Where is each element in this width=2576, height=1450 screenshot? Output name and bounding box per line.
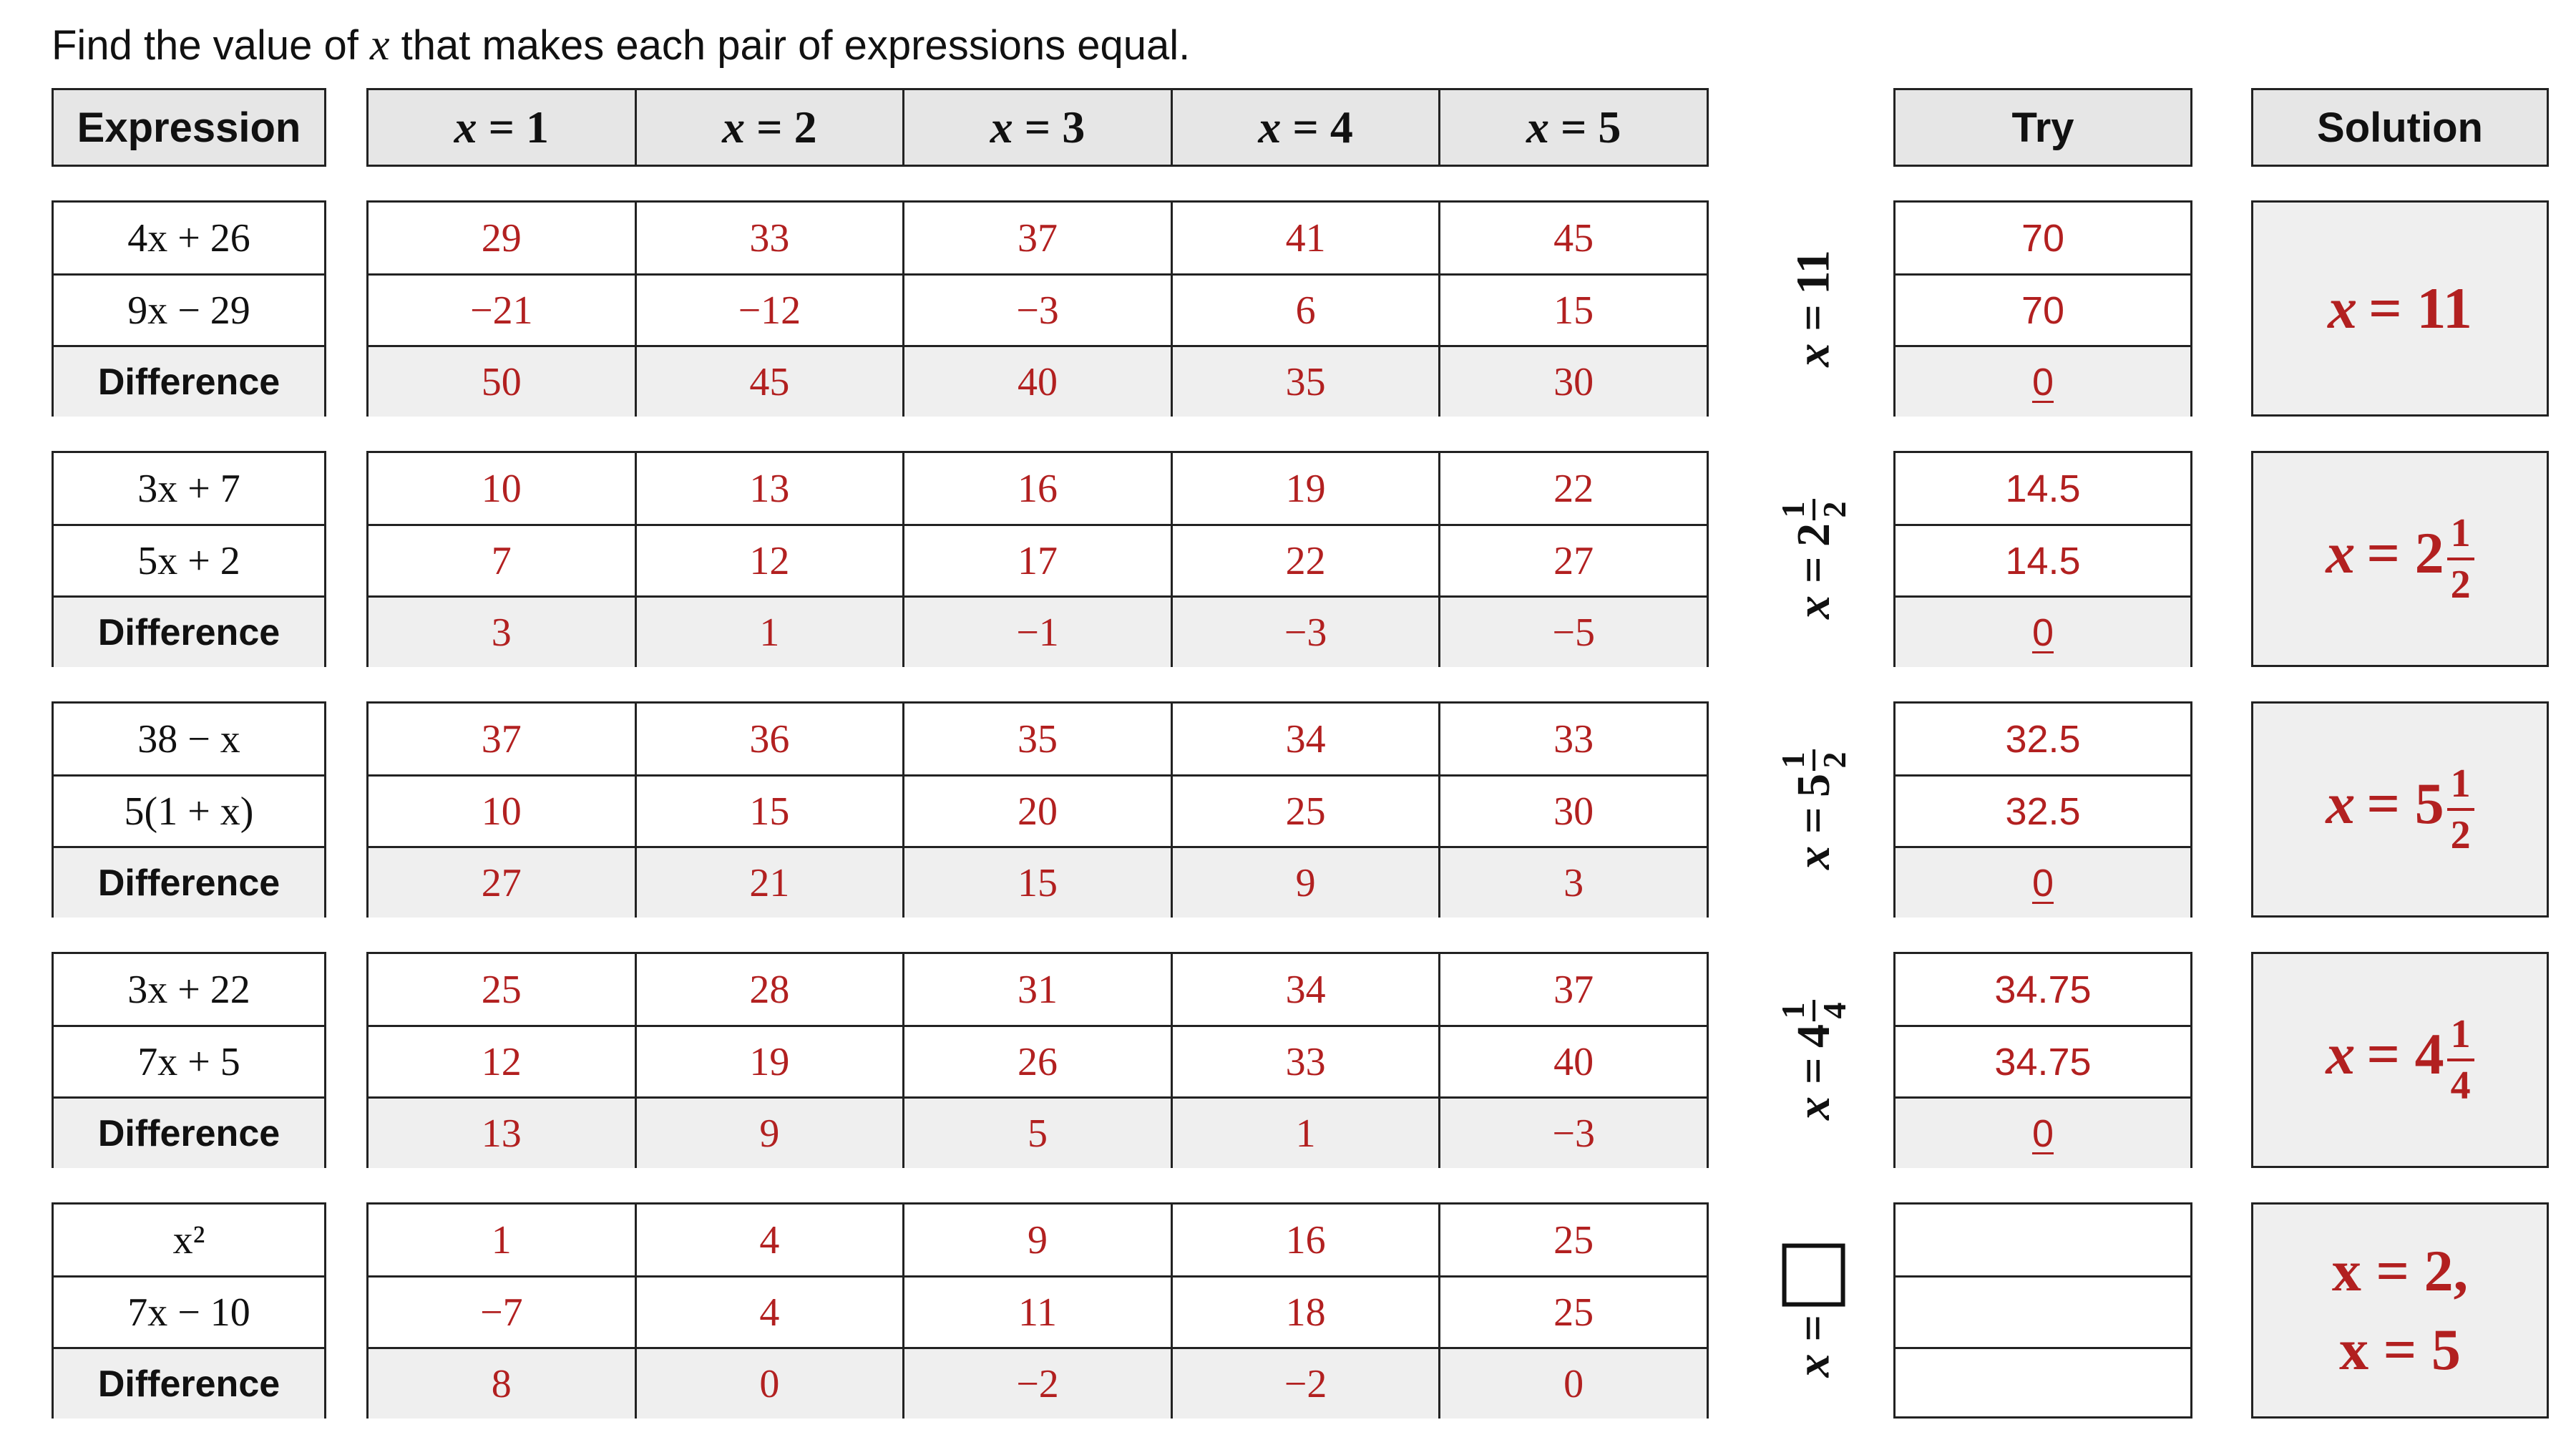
value-cell: 25 <box>1438 1205 1707 1275</box>
try-block <box>1893 1202 2192 1419</box>
try-row <box>1896 453 2190 524</box>
try-row <box>1896 1347 2190 1419</box>
value-cell: 15 <box>635 777 903 846</box>
value-cell: 28 <box>635 954 903 1025</box>
difference-cell: 1 <box>1171 1099 1439 1168</box>
table-row <box>369 1275 1707 1347</box>
answer-box-icon <box>1782 1243 1845 1306</box>
answer-prefix: x = <box>1787 1057 1840 1121</box>
table-row <box>369 954 1707 1025</box>
solution-block <box>2251 1202 2549 1419</box>
values-block <box>366 451 1709 667</box>
difference-cell: 1 <box>635 598 903 667</box>
value-cell: 11 <box>902 1278 1171 1347</box>
x-header-2: x = 2 <box>635 90 903 165</box>
difference-row <box>369 846 1707 918</box>
solution-header: Solution <box>2251 88 2549 167</box>
fraction-denominator: 4 <box>2450 1064 2471 1108</box>
x-header-4: x = 4 <box>1171 90 1439 165</box>
difference-cell: −3 <box>1171 598 1439 667</box>
fraction-denominator: 2 <box>1816 501 1853 518</box>
answer-fraction <box>1777 1000 1851 1021</box>
values-block <box>366 952 1709 1168</box>
value-cell: 6 <box>1171 276 1439 345</box>
answer-label <box>1760 451 1868 667</box>
value-cell: 37 <box>902 203 1171 273</box>
value-cell: 12 <box>481 1039 522 1084</box>
try-block <box>1893 701 2192 918</box>
try-cell <box>1896 1349 2190 1419</box>
try-row <box>1896 203 2190 273</box>
try-cell: 70 <box>2021 216 2065 260</box>
try-cell <box>1896 1278 2190 1347</box>
solution-line: x = 2, <box>2331 1238 2469 1303</box>
try-cell: 34.75 <box>1994 1040 2092 1084</box>
expression-row <box>54 1347 324 1419</box>
difference-label: Difference <box>97 361 280 403</box>
expression-block <box>52 952 326 1168</box>
expression-2: 9x − 29 <box>127 288 250 333</box>
value-cell: −21 <box>470 288 533 333</box>
value-cell: 37 <box>1438 954 1707 1025</box>
value-cell: 31 <box>902 954 1171 1025</box>
expression-row <box>54 1025 324 1096</box>
value-cell: 16 <box>1171 1205 1439 1275</box>
try-block <box>1893 451 2192 667</box>
try-row <box>1896 846 2190 918</box>
value-cell: 22 <box>1438 453 1707 524</box>
expression-1: 3x + 7 <box>137 466 240 511</box>
difference-cell: −2 <box>1171 1349 1439 1419</box>
value-cell: 10 <box>481 789 522 834</box>
fraction-bar <box>2447 1059 2474 1061</box>
difference-cell: 27 <box>481 860 522 905</box>
expression-row <box>54 1275 324 1347</box>
value-cell: 33 <box>1438 704 1707 774</box>
difference-cell: 3 <box>491 610 512 655</box>
value-cell: 37 <box>481 716 522 762</box>
expression-row <box>54 704 324 774</box>
try-row <box>1896 954 2190 1025</box>
expression-row <box>54 846 324 918</box>
difference-cell: −5 <box>1438 598 1707 667</box>
value-cell: 36 <box>635 704 903 774</box>
answer-whole: 11 <box>1787 250 1840 295</box>
try-cell: 0 <box>2031 861 2054 905</box>
value-cell: 34 <box>1171 704 1439 774</box>
expression-1: x² <box>172 1217 205 1262</box>
fraction-denominator: 2 <box>2450 563 2471 607</box>
expression-row <box>54 1096 324 1168</box>
try-cell: 32.5 <box>2005 717 2081 761</box>
value-cell: 4 <box>635 1205 903 1275</box>
difference-cell: 21 <box>635 848 903 918</box>
difference-row <box>369 1347 1707 1419</box>
expression-row <box>54 203 324 273</box>
value-cell: 17 <box>902 526 1171 595</box>
expression-block <box>52 451 326 667</box>
value-cell: 22 <box>1171 526 1439 595</box>
difference-cell: 8 <box>491 1361 512 1406</box>
expression-block <box>52 1202 326 1419</box>
value-cell: 7 <box>491 538 512 583</box>
answer-fraction <box>1777 749 1851 771</box>
solution-value: x = 2 $\frac{1}{2}$ <box>2326 513 2474 605</box>
answer-prefix: x = <box>1787 304 1840 367</box>
difference-cell: 30 <box>1438 347 1707 417</box>
expression-row <box>54 273 324 345</box>
solution-block <box>2251 701 2549 918</box>
answer-label <box>1760 1202 1868 1419</box>
expression-1: 3x + 22 <box>127 967 250 1012</box>
value-cell: 34 <box>1171 954 1439 1025</box>
fraction-denominator: 4 <box>1816 1002 1853 1019</box>
try-row <box>1896 1025 2190 1096</box>
table-row <box>369 524 1707 595</box>
table-row <box>369 203 1707 273</box>
try-row <box>1896 1096 2190 1168</box>
expression-2: 5(1 + x) <box>124 789 254 834</box>
expression-2: 7x − 10 <box>127 1290 250 1335</box>
answer-prefix: x = <box>1787 807 1840 870</box>
try-header: Try <box>1893 88 2192 167</box>
solution-value: x = 5 $\frac{1}{2}$ <box>2326 764 2474 855</box>
value-cell: 12 <box>635 526 903 595</box>
value-cell: 40 <box>1438 1027 1707 1096</box>
value-cell: 18 <box>1171 1278 1439 1347</box>
difference-cell: −2 <box>902 1349 1171 1419</box>
solution-value: x = 4 $\frac{1}{4}$ <box>2326 1014 2474 1106</box>
expression-row <box>54 524 324 595</box>
page-title <box>52 20 1190 71</box>
value-cell: −12 <box>635 276 903 345</box>
difference-label: Difference <box>97 1112 280 1154</box>
expression-row <box>54 345 324 417</box>
value-cell: 30 <box>1438 777 1707 846</box>
value-cell: 41 <box>1171 203 1439 273</box>
solution-value: x = 11 <box>2328 276 2472 341</box>
table-row <box>369 704 1707 774</box>
difference-row <box>369 1096 1707 1168</box>
answer-whole: 5 <box>1787 773 1840 797</box>
x-header-1: x = 1 <box>454 102 550 152</box>
value-cell: 16 <box>902 453 1171 524</box>
fraction-numerator: 1 <box>1775 501 1812 518</box>
expression-row <box>54 595 324 667</box>
fraction-numerator: 1 <box>2450 511 2471 555</box>
values-block <box>366 1202 1709 1419</box>
try-cell: 70 <box>2021 288 2065 332</box>
value-cell: 25 <box>1438 1278 1707 1347</box>
difference-cell: 13 <box>481 1111 522 1156</box>
value-cell: 4 <box>635 1278 903 1347</box>
value-cell: 45 <box>1438 203 1707 273</box>
solution-line: x = 5 <box>2339 1317 2461 1382</box>
difference-cell: 0 <box>1438 1349 1707 1419</box>
value-cell: 27 <box>1438 526 1707 595</box>
title-variable: x <box>369 21 390 69</box>
value-cell: 15 <box>1438 276 1707 345</box>
expression-2: 5x + 2 <box>137 538 240 583</box>
table-row <box>369 1025 1707 1096</box>
table-row <box>369 1205 1707 1275</box>
expression-block <box>52 200 326 417</box>
fraction-bar <box>1813 749 1815 771</box>
expression-1: 4x + 26 <box>127 215 250 261</box>
answer-label <box>1760 701 1868 918</box>
fraction-denominator: 2 <box>2450 813 2471 857</box>
try-block <box>1893 200 2192 417</box>
solution-fraction <box>2447 513 2474 605</box>
value-cell: 19 <box>1171 453 1439 524</box>
difference-cell: 9 <box>1171 848 1439 918</box>
fraction-bar <box>1813 499 1815 520</box>
try-cell: 14.5 <box>2005 467 2081 510</box>
difference-cell: 0 <box>635 1349 903 1419</box>
table-row <box>369 273 1707 345</box>
x-header-5: x = 5 <box>1438 90 1707 165</box>
value-cell: 26 <box>902 1027 1171 1096</box>
difference-cell: 15 <box>902 848 1171 918</box>
difference-label: Difference <box>97 1363 280 1405</box>
try-cell: 0 <box>2031 360 2054 404</box>
x-header-3: x = 3 <box>902 90 1171 165</box>
try-cell: 0 <box>2031 1111 2054 1155</box>
answer-fraction <box>1777 499 1851 520</box>
try-row <box>1896 345 2190 417</box>
value-cell: 25 <box>1171 777 1439 846</box>
difference-row <box>369 345 1707 417</box>
value-cell: 33 <box>1171 1027 1439 1096</box>
difference-cell: −3 <box>1438 1099 1707 1168</box>
difference-cell: −1 <box>902 598 1171 667</box>
value-cell: −7 <box>480 1290 523 1335</box>
expression-row <box>54 1205 324 1275</box>
answer-prefix: x = <box>1787 1315 1840 1378</box>
solution-fraction <box>2447 764 2474 855</box>
try-cell <box>1896 1205 2190 1275</box>
difference-cell: 9 <box>635 1099 903 1168</box>
value-cell: 20 <box>902 777 1171 846</box>
try-cell: 34.75 <box>1994 968 2092 1011</box>
try-cell: 14.5 <box>2005 539 2081 583</box>
expression-block <box>52 701 326 918</box>
value-cell: 1 <box>491 1217 512 1262</box>
answer-label <box>1760 200 1868 417</box>
fraction-numerator: 1 <box>2450 1012 2471 1056</box>
expression-row <box>54 954 324 1025</box>
difference-cell: 45 <box>635 347 903 417</box>
expression-row <box>54 453 324 524</box>
answer-whole: 2 <box>1787 522 1840 547</box>
value-cell: 13 <box>635 453 903 524</box>
x-values-header <box>366 88 1709 167</box>
difference-label: Difference <box>97 862 280 904</box>
expression-row <box>54 774 324 846</box>
try-row <box>1896 1275 2190 1347</box>
table-row <box>369 774 1707 846</box>
try-row <box>1896 273 2190 345</box>
value-cell: 9 <box>902 1205 1171 1275</box>
answer-whole: 4 <box>1787 1023 1840 1048</box>
fraction-denominator: 2 <box>1816 751 1853 769</box>
value-cell: 33 <box>635 203 903 273</box>
title-text-before: Find the value of <box>52 22 358 69</box>
try-row <box>1896 595 2190 667</box>
try-row <box>1896 704 2190 774</box>
table-row <box>369 453 1707 524</box>
difference-cell: 5 <box>902 1099 1171 1168</box>
try-row <box>1896 1205 2190 1275</box>
solution-block <box>2251 451 2549 667</box>
try-cell: 0 <box>2031 610 2054 654</box>
expression-header: Expression <box>52 88 326 167</box>
difference-label: Difference <box>97 611 280 653</box>
value-cell: −3 <box>902 276 1171 345</box>
expression-2: 7x + 5 <box>137 1039 240 1084</box>
difference-cell: 50 <box>481 359 522 404</box>
try-block <box>1893 952 2192 1168</box>
fraction-bar <box>2447 558 2474 560</box>
fraction-numerator: 1 <box>1775 751 1812 769</box>
expression-1: 38 − x <box>137 716 240 762</box>
values-block <box>366 200 1709 417</box>
fraction-numerator: 1 <box>2450 762 2471 806</box>
solution-fraction <box>2447 1014 2474 1106</box>
value-cell: 35 <box>902 704 1171 774</box>
value-cell: 19 <box>635 1027 903 1096</box>
value-cell: 10 <box>481 466 522 511</box>
fraction-bar <box>1813 1000 1815 1021</box>
solution-block <box>2251 952 2549 1168</box>
difference-cell: 35 <box>1171 347 1439 417</box>
difference-row <box>369 595 1707 667</box>
try-cell: 32.5 <box>2005 789 2081 833</box>
title-text-after: that makes each pair of expressions equal. <box>401 22 1191 69</box>
fraction-bar <box>2447 808 2474 811</box>
difference-cell: 3 <box>1438 848 1707 918</box>
answer-label <box>1760 952 1868 1168</box>
difference-cell: 40 <box>902 347 1171 417</box>
try-row <box>1896 524 2190 595</box>
try-row <box>1896 774 2190 846</box>
solution-block <box>2251 200 2549 417</box>
fraction-numerator: 1 <box>1775 1002 1812 1019</box>
value-cell: 29 <box>481 215 522 261</box>
values-block <box>366 701 1709 918</box>
value-cell: 25 <box>481 967 522 1012</box>
answer-prefix: x = <box>1787 556 1840 620</box>
